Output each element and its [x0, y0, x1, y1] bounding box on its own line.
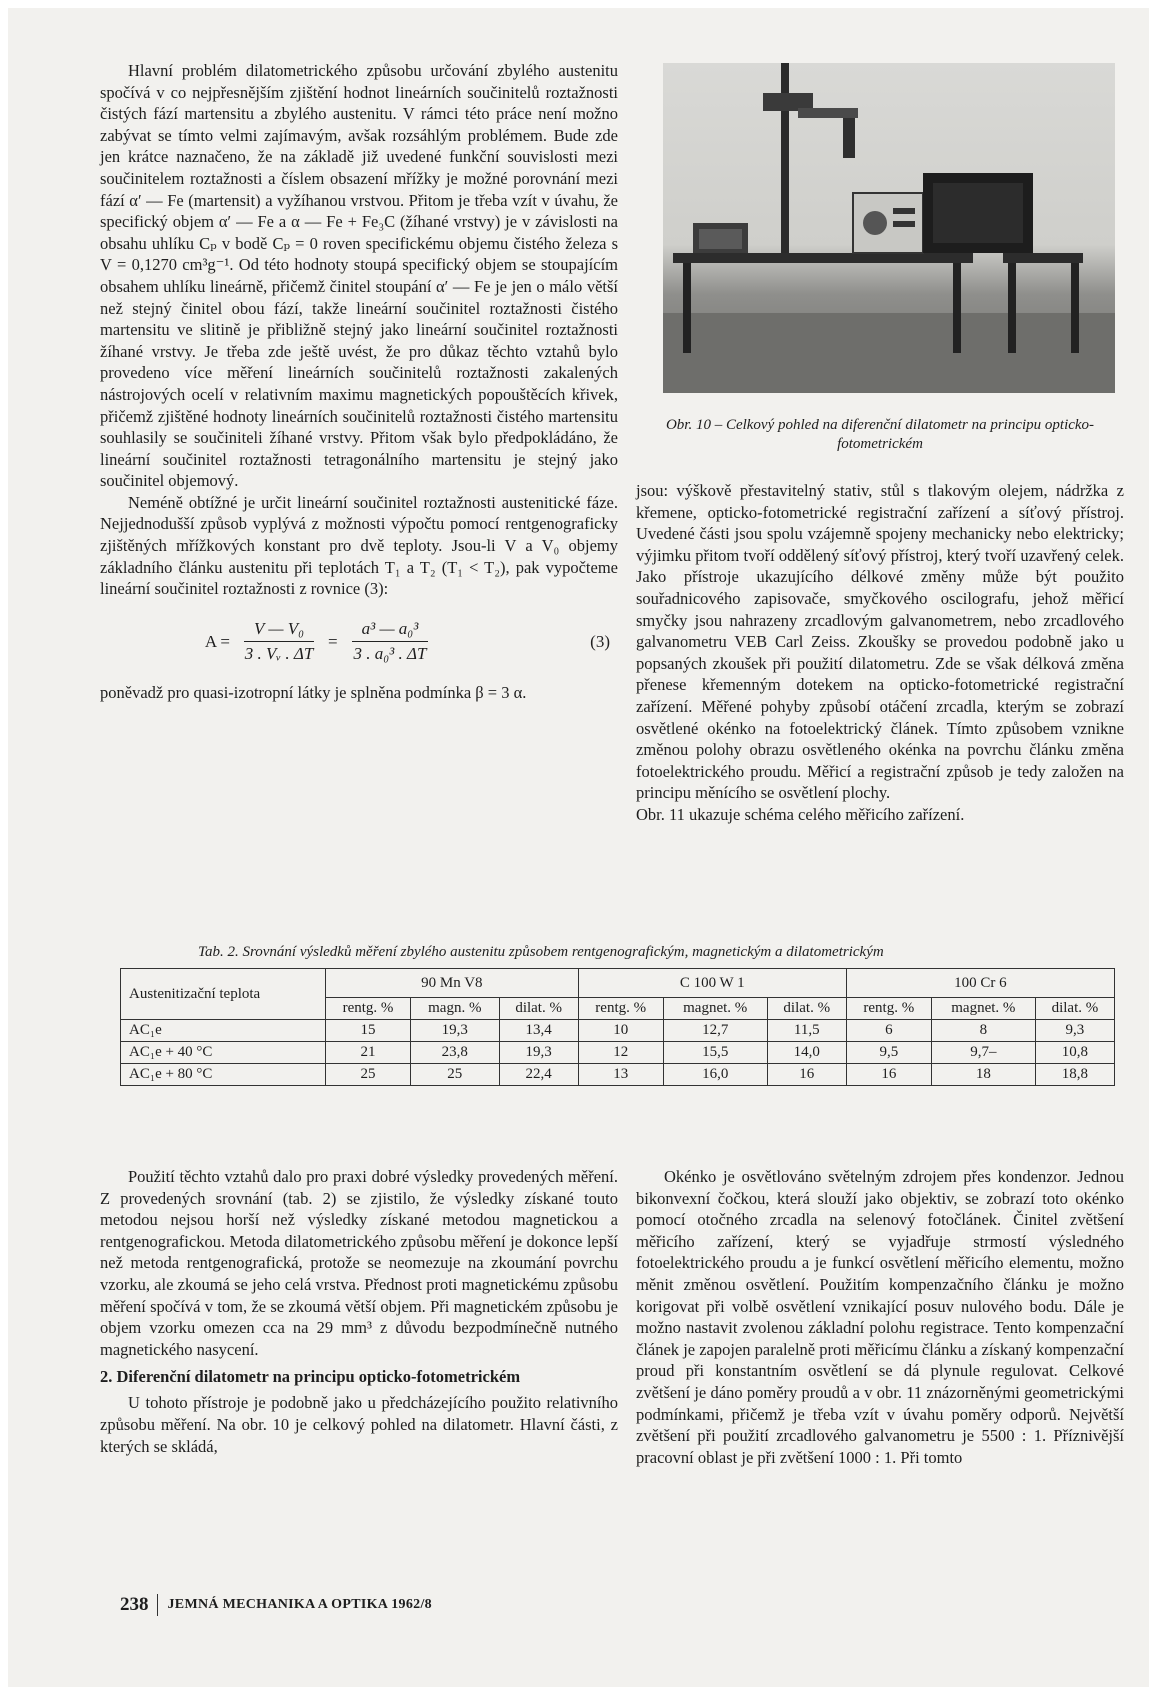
table-cell: 13,4	[499, 1020, 578, 1042]
table-subheader: rentg. %	[846, 998, 931, 1020]
document-page	[8, 8, 1149, 1687]
table-row-label: AC₁e	[121, 1020, 326, 1042]
table-subheader: rentg. %	[325, 998, 410, 1020]
paragraph: poněvadž pro quasi-izotropní látky je splněna podmínka β = 3 α.	[100, 682, 527, 702]
table-cell: 9,5	[846, 1042, 931, 1064]
table-subheader: magnet. %	[663, 998, 767, 1020]
fraction-numerator: V — V₀	[244, 619, 314, 642]
table-cell: 10,8	[1035, 1042, 1114, 1064]
table-cell: 16,0	[663, 1064, 767, 1086]
paragraph: U tohoto přístroje je podobně jako u předcházejícího použito relativního způsobu měření. Na obr. 10 je celkový pohled na dilatometr. Hlavní části, z kterých se skládá,	[100, 1393, 618, 1456]
table-cell: 25	[411, 1064, 500, 1086]
section-heading: 2. Diferenční dilatometr na principu opticko-fotometrickém	[100, 1367, 521, 1387]
table-cell: 19,3	[499, 1042, 578, 1064]
equation-3	[100, 614, 618, 670]
table-caption: Tab. 2. Srovnání výsledků měření zbylého austenitu způsobem rentgenografickým, magnetickým a dilatometrickým	[198, 944, 884, 960]
table-cell: 21	[325, 1042, 410, 1064]
left-column-bottom	[100, 1166, 618, 1457]
table-subheader: dilat. %	[767, 998, 846, 1020]
table-cell: 16	[846, 1064, 931, 1086]
figure-caption: Obr. 10 – Celkový pohled na diferenční dilatometr na principu opticko-fotometrickém	[665, 417, 1095, 452]
table-group-header-row	[121, 969, 1115, 998]
table-row	[121, 1064, 1115, 1086]
equation-number: (3)	[590, 631, 610, 651]
table-cell: 25	[325, 1064, 410, 1086]
table-cell: 19,3	[411, 1020, 500, 1042]
table-row	[121, 1042, 1115, 1064]
table-row-label: AC₁e + 40 °C	[121, 1042, 326, 1064]
table-cell: 18,8	[1035, 1064, 1114, 1086]
fraction-1	[244, 619, 314, 664]
table-cell: 8	[931, 1020, 1035, 1042]
table-cell: 12,7	[663, 1020, 767, 1042]
table-cell: 11,5	[767, 1020, 846, 1042]
table-cell: 9,3	[1035, 1020, 1114, 1042]
table-row-label: AC₁e + 80 °C	[121, 1064, 326, 1086]
table-subheader: dilat. %	[499, 998, 578, 1020]
table-cell: 16	[767, 1064, 846, 1086]
paragraph: jsou: výškově přestavitelný stativ, stůl s tlakovým olejem, nádržka z křemene, opticko-fotometrické registrační zařízení a síťový přístroj. Uvedené části jsou spolu vzájemně spojeny mechanicky nebo elektricky; výjimku přitom tvoří oddělený síťový přístroj, který tvoří uzavřený celek. Jako přístroje ukazujícího délkové změny může být použito souřadnicového zapisovače, smyčkového oscilografu, jehož měřicí smyčky jsou nahrazeny zrcadlovým galvanometrem, nebo zrcadlového galvanometru VEB Carl Zeiss. Zkoušky se provedou podobně jako u popsaných zkoušek při použití dilatometru. Zde se však délková změna přenese křemenným dotekem na opticko-fotometrické registrační zařízení. Měřené pohyby způsobí otáčení zrcadla, kterým se zobrazí osvětlené okénko na fotoelektrický článek. Tímto způsobem vznikne změnou polohy obrazu osvětleného okénka na povrchu článku změna fotoelektrického proudu. Měřicí a registrační způsob je tedy založen na principu měnícího se osvětlení plochy.	[636, 481, 1124, 803]
table-cell: 23,8	[411, 1042, 500, 1064]
table-cell: 9,7–	[931, 1042, 1035, 1064]
table-subheader: rentg. %	[578, 998, 663, 1020]
table-cell: 12	[578, 1042, 663, 1064]
left-column-top	[100, 60, 618, 703]
results-table	[120, 968, 1115, 1086]
page-number: 238	[120, 1594, 158, 1616]
table-group-header: 100 Cr 6	[846, 969, 1114, 998]
table-cell: 15,5	[663, 1042, 767, 1064]
paragraph: Obr. 11 ukazuje schéma celého měřicího zařízení.	[636, 804, 965, 824]
equation-lhs: A =	[204, 631, 230, 651]
publication-name: JEMNÁ MECHANIKA A OPTIKA 1962/8	[167, 1597, 432, 1612]
paragraph: Použití těchto vztahů dalo pro praxi dobré výsledky provedených měření. Z provedených srovnání (tab. 2) se zjistilo, že výsledky získané touto metodou nejsou horší než výsledky získané metodou magnetickou a rentgenografickou. Metoda dilatometrického způsobu měření je dokonce lepší než metoda rentgenografická, protože se neomezuje na zkoumání povrchu vzorku, ale zkoumá se jeho celá vrstva. Přednost proti magnetickému způsobu měření spočívá v tom, že se zkoumá větší objem. Při magnetickém způsobu je objem vzorku omezen cca na 29 mm³ z důvodu bezpodmínečně nutného magnetického nasycení.	[100, 1167, 618, 1359]
fraction-numerator: a³ — a₀³	[352, 619, 429, 642]
table-row-header: Austenitizační teplota	[121, 969, 326, 1020]
fraction-2	[352, 619, 429, 664]
table-cell: 14,0	[767, 1042, 846, 1064]
fraction-denominator: 3 . Vᵥ . ΔT	[244, 644, 314, 664]
table-subheader: magnet. %	[931, 998, 1035, 1020]
table-row	[121, 1020, 1115, 1042]
table-subheader: magn. %	[411, 998, 500, 1020]
table-cell: 10	[578, 1020, 663, 1042]
table-cell: 22,4	[499, 1064, 578, 1086]
equals-sign: =	[328, 631, 338, 651]
page-footer	[120, 1594, 432, 1616]
table-subheader: dilat. %	[1035, 998, 1114, 1020]
dilatometer-photo	[663, 63, 1115, 393]
right-column-bottom	[636, 1166, 1124, 1468]
table-cell: 18	[931, 1064, 1035, 1086]
table-group-header: C 100 W 1	[578, 969, 846, 998]
table-cell: 6	[846, 1020, 931, 1042]
paragraph: Okénko je osvětlováno světelným zdrojem přes kondenzor. Jednou bikonvexní čočkou, která slouží jako objektiv, se zobrazí toto okénko pomocí otočného zrcadla na selenový fotočlánek. Činitel zvětšení měřicího zařízení, který se vyjadřuje strmostí výsledného fotoelektrického proudu a je funkcí osvětlení měřicího elementu, možno měnit změnou osvětlení. Použitím kompenzačního článku je možno korigovat při volbě osvětlení vznikající posuv nulového bodu. Dále je možno nastavit zvolenou základní polohu registrace. Tento kompenzační článek je zapojen paralelně proti měřicímu článku a získaný kompenzační proud při konstantním osvětlení se dá plynule regulovat. Celkové zvětšení je dáno poměry proudů a v obr. 11 znázorněnými geometrickými podmínkami, přičemž je třeba vzít v úvahu poměry odporů. Největší zvětšení při použití zrcadlového galvanometru je 5500 : 1. Příznivější pracovní oblast je při zvětšení 1000 : 1. Při tomto	[636, 1167, 1124, 1467]
table-cell: 15	[325, 1020, 410, 1042]
right-column-top	[636, 480, 1124, 826]
dilatometer-illustration	[663, 63, 1115, 393]
table-group-header: 90 Mn V8	[325, 969, 578, 998]
paragraph: Hlavní problém dilatometrického způsobu určování zbylého austenitu spočívá v co nejpřesnějším zjištění hodnot lineárních součinitelů roztažnosti čistých fází martensitu a zbylého austenitu. V rámci této práce není možno zabývat se tímto velmi zajímavým, avšak rozsáhlým problémem. Bude zde jen krátce naznačeno, že na základě již uvedené funkční souvislosti mezi součinitelem roztažnosti a číslem obsazení mřížky je možné porovnání mezi fází α′ — Fe (martensit) a vyžíhanou vrstvou. Přitom je třeba vzít v úvahu, že specifický objem α′ — Fe a α — Fe + Fe₃C (žíhané vrstvy) je v závislosti na obsahu uhlíku Cₚ v bodě Cₚ = 0 roven specifickému objemu čistého železa s V = 0,1270 cm³g⁻¹. Od této hodnoty stoupá specifický objem se stoupajícím obsahem uhlíku lineárně, přičemž činitel stoupání α′ — Fe je jen o málo větší než stejný činitel obou fází, takže lineární součinitel roztažnosti čistého martensitu ve slitině je přibližně stejný jako lineární součinitel roztažnosti žíhané vrstvy. Je třeba zde ještě uvést, že pro důkaz těchto vztahů bylo provedeno více měření lineárních součinitelů roztažnosti zakalených nástrojových ocelí v relativním maximu magnetických popouštěcích křivek, přičemž zjištěné hodnoty lineárních součinitelů roztažnosti čistého martensitu souhlasily se součiniteli žíhané vrstvy. Přitom však bylo předpokládáno, že lineární součinitel roztažnosti tetragonálního martensitu je stejný jako součinitel objemový.	[100, 61, 618, 491]
fraction-denominator: 3 . a₀³ . ΔT	[353, 644, 427, 664]
table-cell: 13	[578, 1064, 663, 1086]
paragraph: Neméně obtížné je určit lineární součinitel roztažnosti austenitické fáze. Nejjednodušší způsob vyplývá z možnosti výpočtu pomocí rentgenograficky zjištěných mřížkových konstant pro dvě teploty. Jsou-li V a V₀ objemy základního článku austenitu při teplotách T₁ a T₂ (T₁ < T₂), pak vypočteme lineární součinitel roztažnosti z rovnice (3):	[100, 492, 618, 599]
